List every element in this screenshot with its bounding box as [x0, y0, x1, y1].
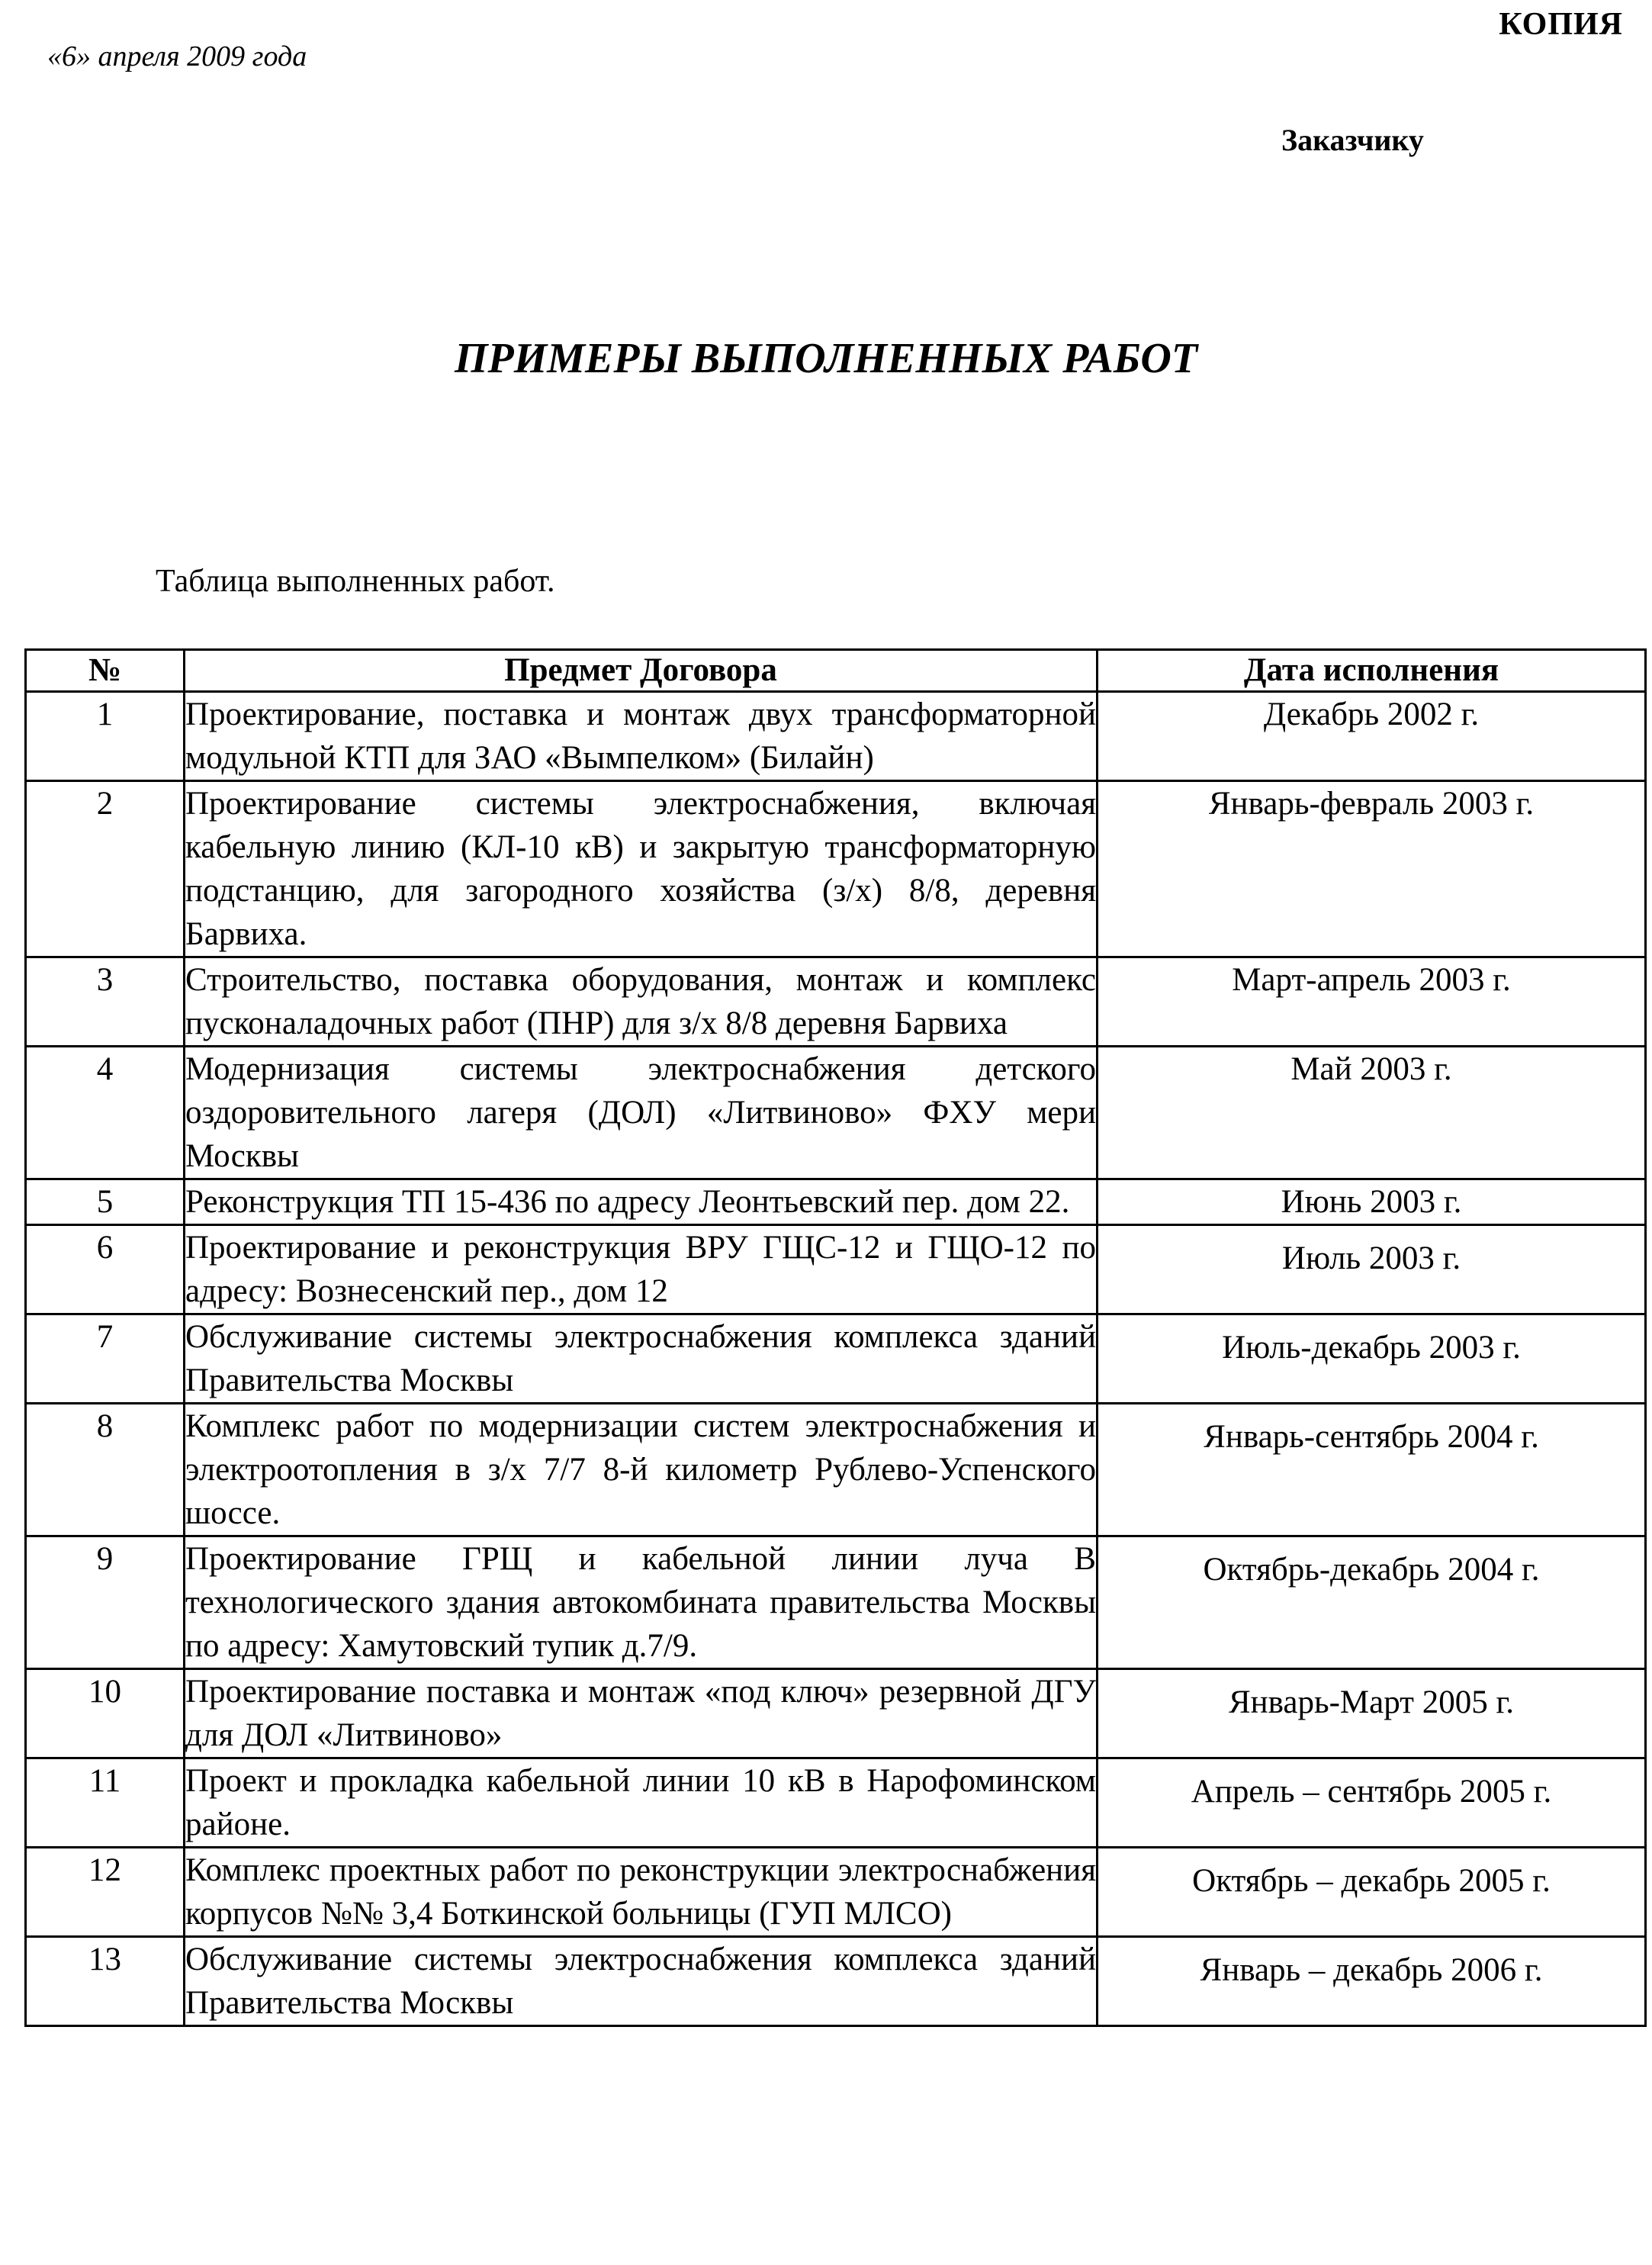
- column-header-subject: Предмет Договора: [185, 650, 1098, 692]
- row-number: 1: [26, 692, 185, 781]
- table-row: [26, 1179, 1646, 1225]
- row-subject: Комплекс проектных работ по реконструкции электроснабжения корпусов №№ 3,4 Боткинской больницы (ГУП МЛСО): [185, 1848, 1098, 1937]
- row-date: Июнь 2003 г.: [1098, 1179, 1646, 1225]
- table-caption: Таблица выполненных работ.: [156, 564, 555, 599]
- column-header-num: №: [26, 650, 185, 692]
- row-number: 11: [26, 1758, 185, 1848]
- row-date: Декабрь 2002 г.: [1098, 692, 1646, 781]
- table-row: [26, 1669, 1646, 1758]
- row-subject: Строительство, поставка оборудования, монтаж и комплекс пусконаладочных работ (ПНР) для з/х 8/8 деревня Барвиха: [185, 957, 1098, 1047]
- row-subject: Обслуживание системы электроснабжения комплекса зданий Правительства Москвы: [185, 1314, 1098, 1404]
- row-number: 9: [26, 1536, 185, 1669]
- row-number: 12: [26, 1848, 185, 1937]
- row-subject: Проектирование системы электроснабжения, включая кабельную линию (КЛ-10 кВ) и закрытую трансформаторную подстанцию, для загородного хозяйства (з/х) 8/8, деревня Барвиха.: [185, 781, 1098, 957]
- row-date: Январь-сентябрь 2004 г.: [1098, 1404, 1646, 1536]
- row-subject: Проектирование и реконструкция ВРУ ГЩС-12 и ГЩО-12 по адресу: Вознесенский пер., дом 12: [185, 1225, 1098, 1314]
- row-date: Январь-Март 2005 г.: [1098, 1669, 1646, 1758]
- row-date: Октябрь-декабрь 2004 г.: [1098, 1536, 1646, 1669]
- row-date: Май 2003 г.: [1098, 1047, 1646, 1179]
- table-row: [26, 1848, 1646, 1937]
- row-number: 8: [26, 1404, 185, 1536]
- row-date: Апрель – сентябрь 2005 г.: [1098, 1758, 1646, 1848]
- table-row: [26, 1536, 1646, 1669]
- row-date: Июль 2003 г.: [1098, 1225, 1646, 1314]
- table-row: [26, 1758, 1646, 1848]
- row-subject: Обслуживание системы электроснабжения комплекса зданий Правительства Москвы: [185, 1937, 1098, 2026]
- row-number: 3: [26, 957, 185, 1047]
- table-row: [26, 692, 1646, 781]
- works-table: [24, 648, 1647, 2027]
- table-row: [26, 781, 1646, 957]
- table-row: [26, 1314, 1646, 1404]
- row-date: Июль-декабрь 2003 г.: [1098, 1314, 1646, 1404]
- row-date: Январь – декабрь 2006 г.: [1098, 1937, 1646, 2026]
- table-row: [26, 1225, 1646, 1314]
- row-date: Март-апрель 2003 г.: [1098, 957, 1646, 1047]
- column-header-date: Дата исполнения: [1098, 650, 1646, 692]
- row-subject: Реконструкция ТП 15-436 по адресу Леонтьевский пер. дом 22.: [185, 1179, 1098, 1225]
- table-header-row: [26, 650, 1646, 692]
- row-subject: Модернизация системы электроснабжения детского оздоровительного лагеря (ДОЛ) «Литвиново» ФХУ мери Москвы: [185, 1047, 1098, 1179]
- row-subject: Проектирование поставка и монтаж «под ключ» резервной ДГУ для ДОЛ «Литвиново»: [185, 1669, 1098, 1758]
- document-date: «6» апреля 2009 года: [47, 40, 307, 72]
- row-number: 6: [26, 1225, 185, 1314]
- row-subject: Проектирование ГРЩ и кабельной линии луча В технологического здания автокомбината правительства Москвы по адресу: Хамутовский тупик д.7/9.: [185, 1536, 1098, 1669]
- document-title: ПРИМЕРЫ ВЫПОЛНЕННЫХ РАБОТ: [454, 335, 1198, 382]
- row-number: 13: [26, 1937, 185, 2026]
- addressee: Заказчику: [1281, 123, 1424, 157]
- row-number: 2: [26, 781, 185, 957]
- table-row: [26, 1937, 1646, 2026]
- row-date: Октябрь – декабрь 2005 г.: [1098, 1848, 1646, 1937]
- row-subject: Проект и прокладка кабельной линии 10 кВ в Нарофоминском районе.: [185, 1758, 1098, 1848]
- table-row: [26, 957, 1646, 1047]
- row-number: 7: [26, 1314, 185, 1404]
- table-row: [26, 1047, 1646, 1179]
- table-row: [26, 1404, 1646, 1536]
- row-subject: Проектирование, поставка и монтаж двух трансформаторной модульной КТП для ЗАО «Вымпелком» (Билайн): [185, 692, 1098, 781]
- row-number: 5: [26, 1179, 185, 1225]
- row-date: Январь-февраль 2003 г.: [1098, 781, 1646, 957]
- row-number: 10: [26, 1669, 185, 1758]
- row-number: 4: [26, 1047, 185, 1179]
- row-subject: Комплекс работ по модернизации систем электроснабжения и электроотопления в з/х 7/7 8-й километр Рублево-Успенского шоссе.: [185, 1404, 1098, 1536]
- copy-mark: КОПИЯ: [1499, 7, 1623, 42]
